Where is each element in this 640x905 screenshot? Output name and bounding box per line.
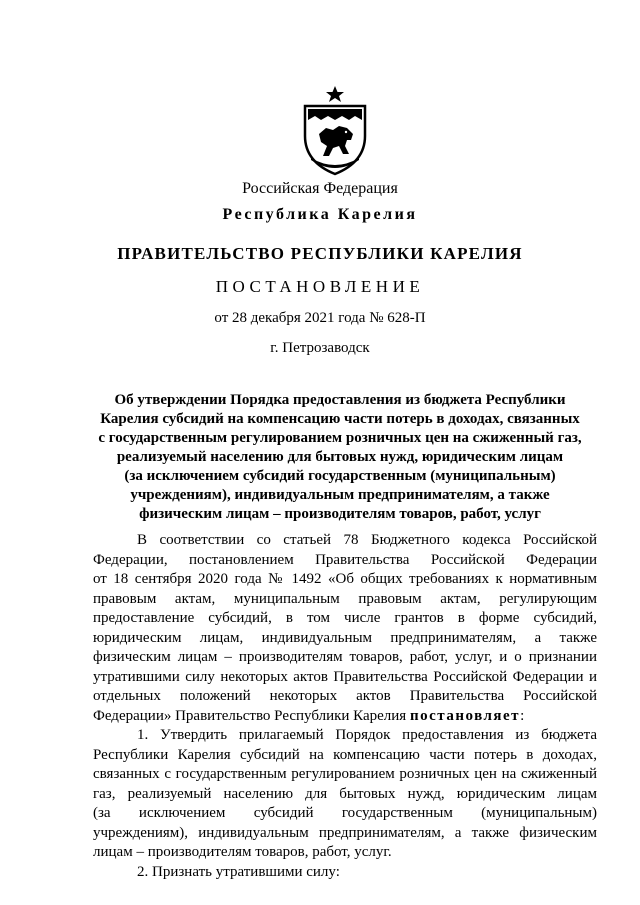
- body-line: юридическим лицам, индивидуальным предпринимателям, а также: [93, 629, 597, 646]
- body-line: физическим лицам – производителям товаров, работ, услуг, и о признании: [93, 649, 597, 665]
- document-body: [93, 531, 597, 882]
- title-line: Об утверждении Порядка предоставления из бюджета Республики: [114, 392, 566, 408]
- body-line: лицам – производителям товаров, работ, услуг.: [93, 844, 392, 860]
- document-date-number: от 28 декабря 2021 года № 628-П: [214, 310, 426, 326]
- body-line: утратившими силу некоторых актов Правительства Российской Федерации и: [93, 668, 597, 685]
- body-line: учреждениям), индивидуальным предпринимателям, а также физическим: [93, 824, 597, 841]
- body-line: (за исключением субсидий государственным (муниципальным): [93, 805, 597, 821]
- resolves-word: постановляет: [409, 707, 521, 724]
- body-line-text: Федерации» Правительство Республики Карелия: [93, 707, 407, 724]
- document-title: [80, 391, 600, 524]
- body-line: В соответствии со статьей 78 Бюджетного кодекса Российской: [137, 532, 597, 548]
- title-line: учреждениям), индивидуальным предпринимателям, а также: [130, 487, 550, 503]
- republic-name: Республика Карелия: [222, 206, 418, 223]
- body-line: правовым актам, муниципальным правовым актам, регулирующим: [93, 590, 597, 607]
- title-line: с государственным регулированием розничных цен на сжиженный газ,: [98, 430, 582, 446]
- country-name: Российская Федерация: [242, 180, 398, 197]
- body-line: 1. Утвердить прилагаемый Порядок предоставления из бюджета: [137, 727, 597, 743]
- body-line: связанных с государственным регулированием розничных цен на сжиженный: [93, 766, 597, 782]
- body-line: 2. Признать утратившими силу:: [137, 863, 340, 880]
- title-line: (за исключением субсидий государственным (муниципальным): [124, 468, 556, 484]
- document-type: ПОСТАНОВЛЕНИЕ: [215, 277, 425, 296]
- document-city: г. Петрозаводск: [270, 340, 370, 356]
- body-line: от 18 сентября 2020 года № 1492 «Об общих требованиях к нормативным: [93, 571, 597, 587]
- title-line: физическим лицам – производителям товаров, работ, услуг: [139, 506, 541, 522]
- resolves-colon: :: [520, 707, 525, 724]
- government-name: ПРАВИТЕЛЬСТВО РЕСПУБЛИКИ КАРЕЛИЯ: [117, 244, 523, 263]
- body-line: отдельных положений некоторых актов Правительства Российской: [93, 688, 597, 704]
- body-line: предоставление субсидий, в том числе грантов в форме субсидий,: [93, 610, 597, 626]
- body-line: Республики Карелия субсидий на компенсацию части потерь в доходах,: [93, 746, 597, 763]
- body-line: Федерации, постановлением Правительства Российской Федерации: [93, 551, 597, 568]
- body-line-resolves: [93, 707, 597, 727]
- title-line: реализуемый населению для бытовых нужд, юридическим лицам: [116, 449, 564, 465]
- title-line: Карелия субсидий на компенсацию части потерь в доходах, связанных: [100, 411, 580, 427]
- body-line: газ, реализуемый населению для бытовых нужд, юридическим лицам: [93, 785, 597, 802]
- karelia-coat-of-arms-icon: [299, 84, 371, 176]
